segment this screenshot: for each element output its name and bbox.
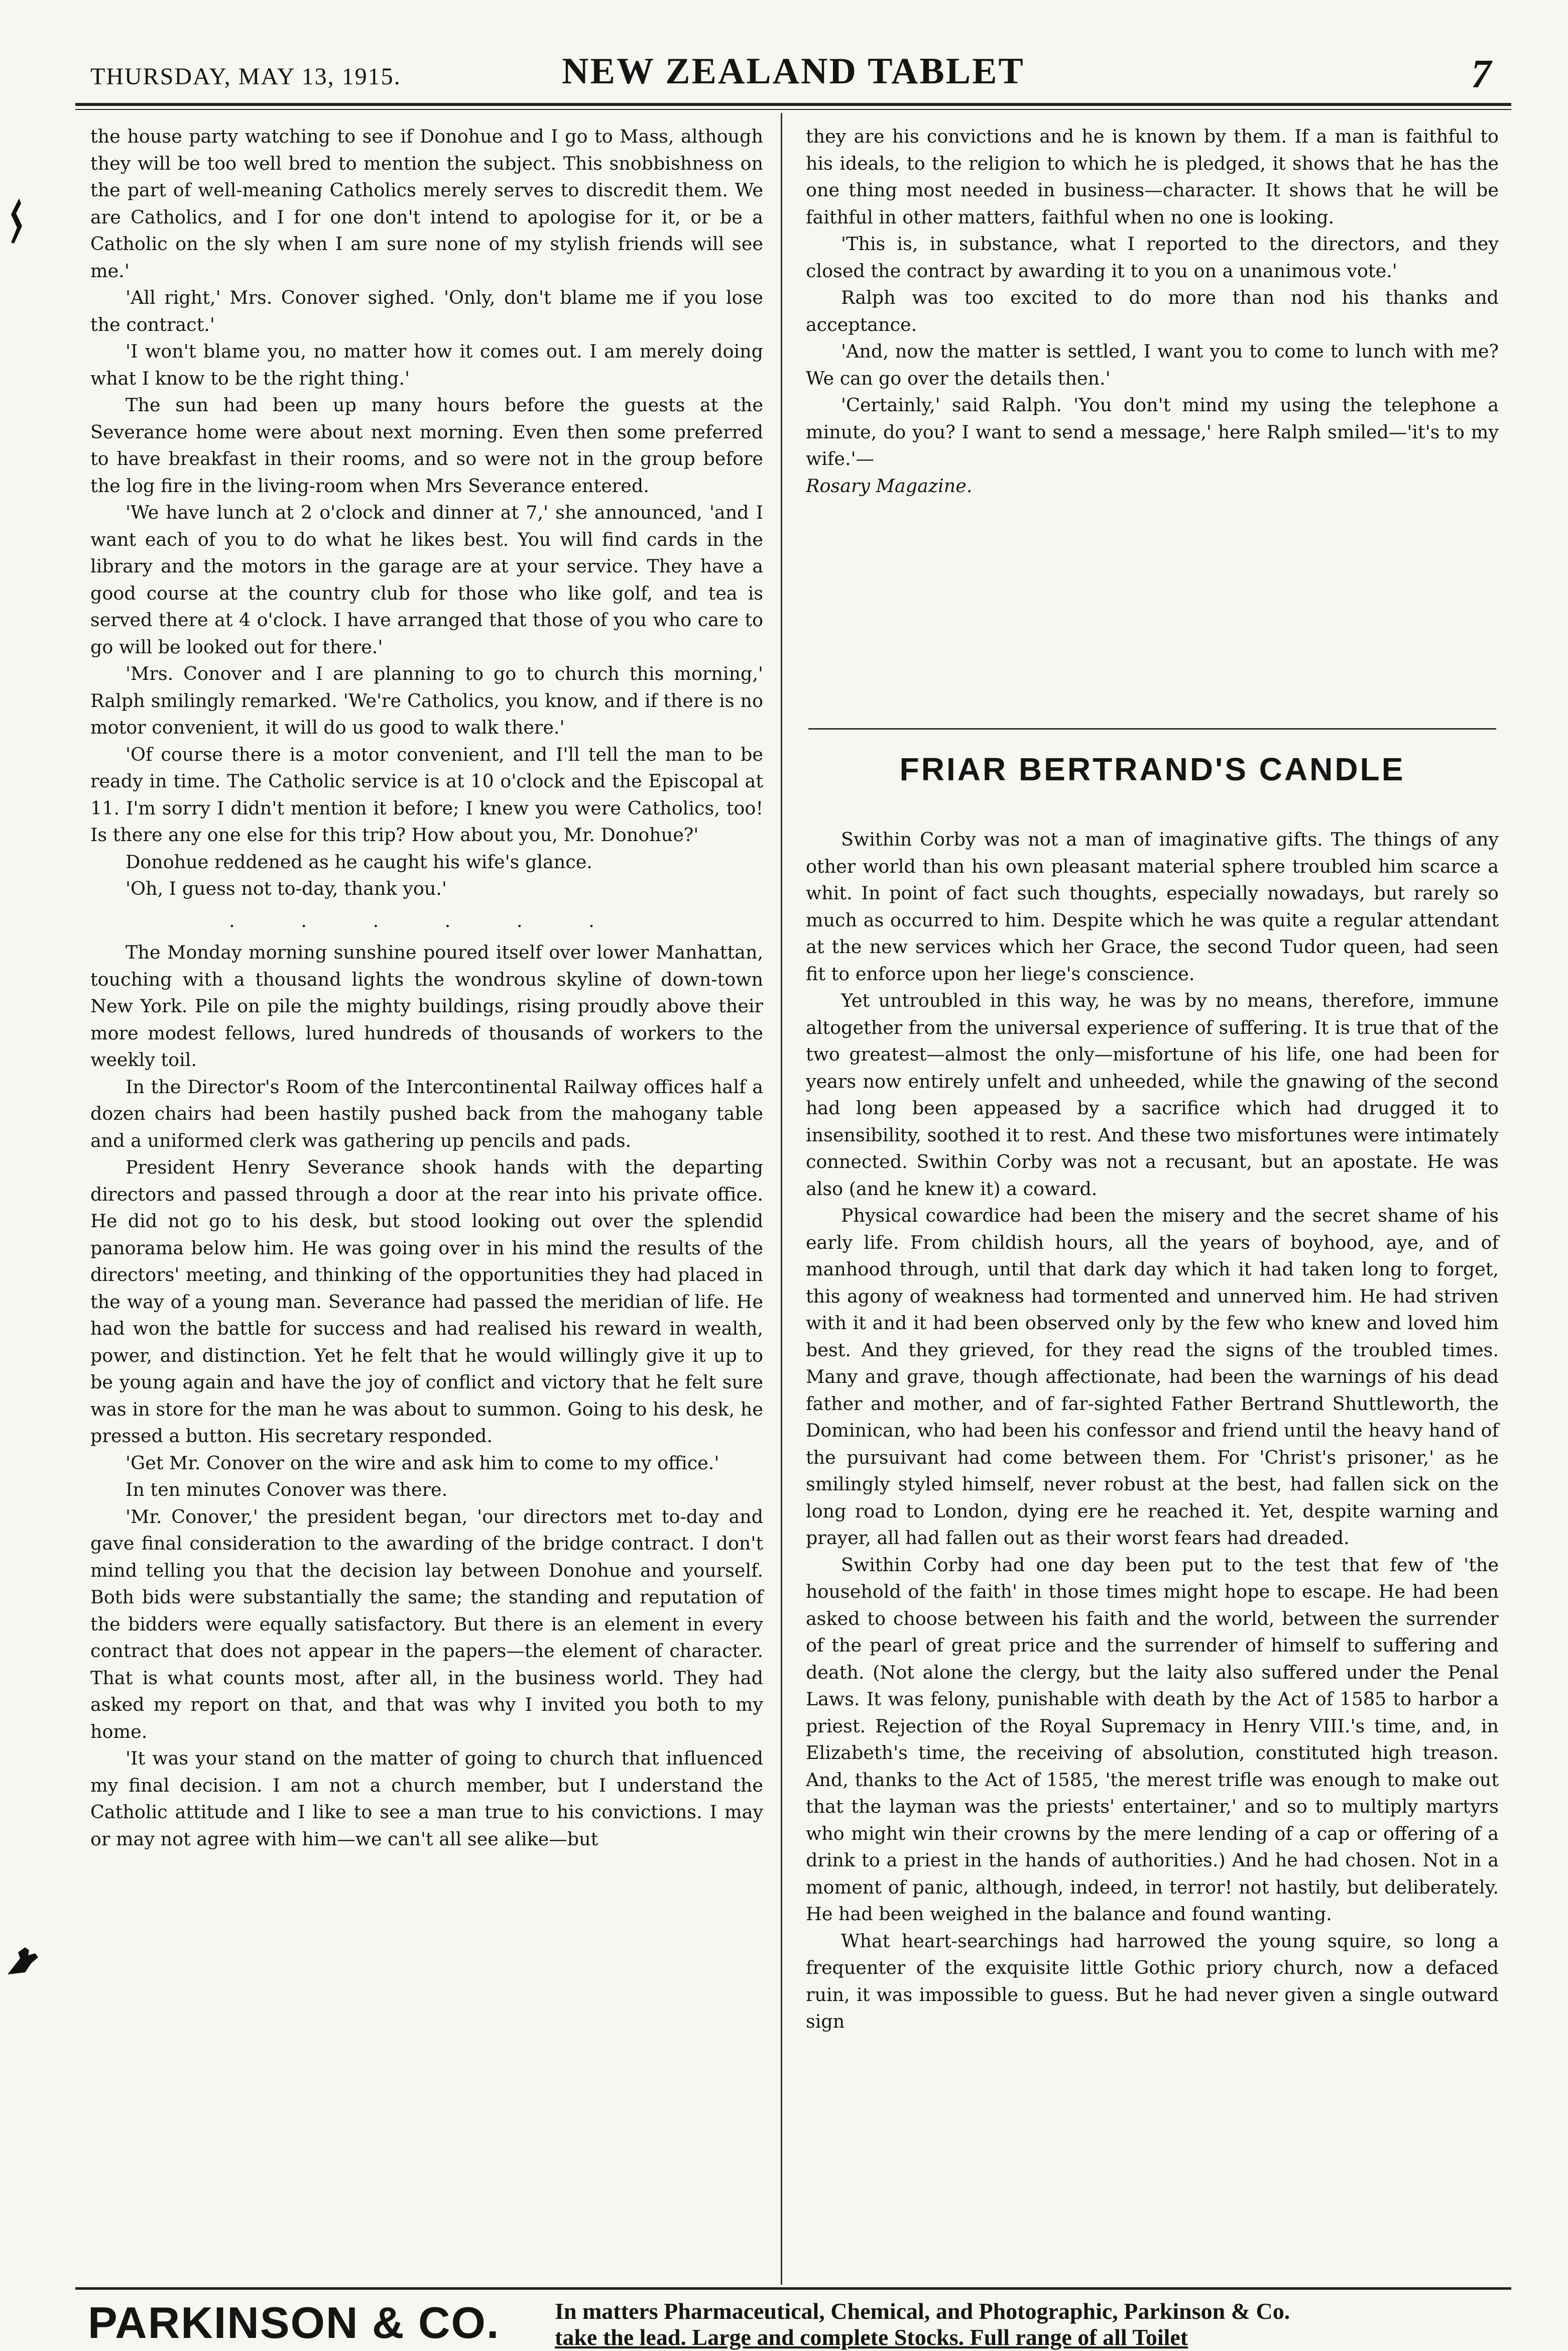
- advertisement-line: In matters Pharmaceutical, Chemical, and Photographic, Parkinson & Co.: [555, 2298, 1290, 2324]
- article-rule: [808, 728, 1496, 730]
- paragraph: Donohue reddened as he caught his wife's glance.: [126, 851, 592, 873]
- paragraph: 'Oh, I guess not to-day, thank you.': [126, 878, 447, 899]
- section-separator: . . . . . .: [229, 909, 625, 931]
- right-column-top: [806, 123, 1499, 499]
- right-column-article: [806, 826, 1499, 2035]
- paragraph: they are his convictions and he is known by them. If a man is faithful to his ideals, to the religion to which he is pledged, it shows that he has the one thing most needed in business—character. It shows that he will be faithful in other matters, faithful when no one is looking.: [806, 126, 1499, 228]
- paragraph: 'Of course there is a motor convenient, and I'll tell the man to be ready in time. The Catholic service is at 10 o'clock and the Episcopal at 11. I'm sorry I didn't mention it before; I knew you were Catholics, too! Is there any one else for this trip? How about you, Mr. Donohue?': [90, 743, 763, 846]
- paragraph: 'Certainly,' said Ralph. 'You don't mind my using the telephone a minute, do you? I want to send a message,' here Ralph smiled—'it's to my wife.'—: [806, 394, 1499, 469]
- paragraph: 'Mrs. Conover and I are planning to go to church this morning,' Ralph smilingly remarked. 'We're Catholics, you know, and if there is no motor convenient, it will do us good to walk there.': [90, 663, 763, 738]
- pointing-hand-icon: [5, 1943, 40, 1978]
- paragraph: 'It was your stand on the matter of going to church that influenced my final decision. I am not a church member, but I understand the Catholic attitude and I like to see a man true to his convictions. I may or may not agree with him—we can't all see alike—but: [90, 1747, 763, 1850]
- advertisement-line: take the lead. Large and complete Stocks. Full range of all Toilet: [555, 2324, 1188, 2350]
- paragraph: The Monday morning sunshine poured itself over lower Manhattan, touching with a thousand lights the wondrous skyline of down-town New York. Pile on pile the mighty buildings, rising proudly above their more modest fellows, lured hundreds of thousands of workers to the weekly toil.: [90, 942, 763, 1071]
- paragraph: 'And, now the matter is settled, I want you to come to lunch with me? We can go over the details then.': [806, 340, 1499, 389]
- header-rule-thin: [75, 109, 1511, 110]
- paragraph: Ralph was too excited to do more than nod his thanks and acceptance.: [806, 287, 1499, 335]
- paragraph: 'Get Mr. Conover on the wire and ask him to come to my office.': [126, 1452, 719, 1474]
- paragraph: Physical cowardice had been the misery and the secret shame of his early life. From childish hours, all the years of boyhood, aye, and of manhood through, until that dark day which it had taken long to forget, this agony of weakness had tormented and unnerved him. He had striven with it and it had been observed only by the few who knew and loved him best. And they grieved, for they read the signs of the troubled times. Many and grave, though affectionate, had been the warnings of his dead father and mother, and of far-sighted Father Bertrand Shuttleworth, the Dominican, who had been his confessor and friend until the heavy hand of the pursuivant had come between them. For 'Christ's prisoner,' as he smilingly styled himself, never robust at the best, had fallen sick on the long road to London, dying ere he reached it. Yet, despite warning and prayer, all had fallen out as their worst fears had dreaded.: [806, 1205, 1499, 1549]
- paragraph: 'Mr. Conover,' the president began, 'our directors met to-day and gave final consideration to the awarding of the bridge contract. I don't mind telling you that the decision lay between Donohue and yourself. Both bids were substantially the same; the standing and reputation of the bidders were equally satisfactory. But there is an element in every contract that does not appear in the papers—the element of character. That is what counts most, after all, in the business world. They had asked my report on that, and that was why I invited you both to my home.: [90, 1505, 763, 1742]
- advertiser-name: PARKINSON & CO.: [88, 2298, 500, 2347]
- paragraph: The sun had been up many hours before the guests at the Severance home were about next morning. Even then some preferred to have breakfast in their rooms, and so were not in the group before the log fire in the living-room when Mrs Severance entered.: [90, 394, 763, 497]
- page-number: 7: [1471, 52, 1491, 96]
- issue-date: THURSDAY, MAY 13, 1915.: [90, 63, 401, 90]
- paragraph: 'This is, in substance, what I reported to the directors, and they closed the contract by awarding it to you on a unanimous vote.': [806, 233, 1499, 282]
- column-divider: [781, 113, 782, 2285]
- paragraph: Swithin Corby was not a man of imaginative gifts. The things of any other world than his own pleasant material sphere troubled him scarce a whit. In point of fact such thoughts, especially nowadays, but rarely so much as occurred to him. Despite which he was quite a regular attendant at the new services which her Grace, the second Tudor queen, had seen fit to enforce upon her liege's conscience.: [806, 829, 1499, 985]
- paragraph: In the Director's Room of the Intercontinental Railway offices half a dozen chairs had been hastily pushed back from the mahogany table and a uniformed clerk was gathering up pencils and pads.: [90, 1076, 763, 1151]
- source-credit: Rosary Magazine.: [806, 475, 973, 497]
- paragraph: Swithin Corby had one day been put to the test that few of 'the household of the faith' in those times might hope to escape. He had been asked to choose between his faith and the world, between the surrender of the pearl of great price and the surrender of himself to suffering and death. (Not alone the clergy, but the laity also suffered under the Penal Laws. It was felony, punishable with death by the Act of 1585 to harbor a priest. Rejection of the Royal Supremacy in Henry VIII.'s time, and, in Elizabeth's time, the receiving of absolution, constituted high treason. And, thanks to the Act of 1585, 'the merest trifle was enough to make out that the layman was the priests' entertainer,' and so to multiply martyrs who might win their crowns by the mere lending of a cap or offering of a drink to a priest in the hands of authorities.) And he had chosen. Not in a moment of panic, although, indeed, in terror! not hastily, but deliberately. He had been weighed in the balance and found wanting.: [806, 1554, 1499, 1925]
- paragraph: 'All right,' Mrs. Conover sighed. 'Only, don't blame me if you lose the contract.': [90, 287, 763, 335]
- footer-rule: [75, 2287, 1511, 2290]
- paragraph: 'I won't blame you, no matter how it comes out. I am merely doing what I know to be the right thing.': [90, 340, 763, 389]
- paragraph: In ten minutes Conover was there.: [126, 1479, 448, 1500]
- article-title: FRIAR BERTRAND'S CANDLE: [899, 751, 1405, 787]
- paragraph: the house party watching to see if Donohue and I go to Mass, although they will be too well bred to mention the subject. This snobbishness on the part of well-meaning Catholics merely serves to discredit them. We are Catholics, and I for one don't intend to apologise for it, or be a Catholic on the sly when I am sure none of my stylish friends will see me.': [90, 126, 763, 282]
- left-column: [90, 123, 763, 1852]
- paragraph: 'We have lunch at 2 o'clock and dinner at 7,' she announced, 'and I want each of you to do what he likes best. You will find cards in the library and the motors in the garage are at your service. They have a good course at the country club for those who like golf, and tea is served there at 4 o'clock. I have arranged that those of you who care to go will be looked out for there.': [90, 502, 763, 658]
- advertisement-text: [555, 2298, 1509, 2351]
- paragraph: President Henry Severance shook hands with the departing directors and passed through a door at the rear into his private office. He did not go to his desk, but stood looking out over the splendid panorama below him. He was going over in his mind the results of the directors' meeting, and thinking of the opportunities they had placed in the way of a young man. Severance had passed the meridian of life. He had won the battle for success and had realised his reward in wealth, power, and distinction. Yet he felt that he would willingly give it up to be young again and have the joy of conflict and victory that he felt sure was in store for the man he was about to summon. Going to his desk, he pressed a button. His secretary responded.: [90, 1156, 763, 1447]
- page-header: [75, 48, 1511, 103]
- margin-mark-icon: [9, 198, 25, 244]
- publication-title: NEW ZEALAND TABLET: [562, 51, 1025, 92]
- paragraph: Yet untroubled in this way, he was by no means, therefore, immune altogether from the universal experience of suffering. It is true that of the two greatest—almost the only—misfortune of his life, one had been for years now entirely unfelt and unheeded, while the gnawing of the second had long been appeased by a sacrifice which had drugged it to insensibility, soothed it to rest. And these two misfortunes were intimately connected. Swithin Corby was not a recusant, but an apostate. He was also (and he knew it) a coward.: [806, 990, 1499, 1200]
- header-rule: [75, 103, 1511, 106]
- paragraph: What heart-searchings had harrowed the young squire, so long a frequenter of the exquisite little Gothic priory church, now a defaced ruin, it was impossible to guess. But he had never given a single outward sign: [806, 1930, 1499, 2032]
